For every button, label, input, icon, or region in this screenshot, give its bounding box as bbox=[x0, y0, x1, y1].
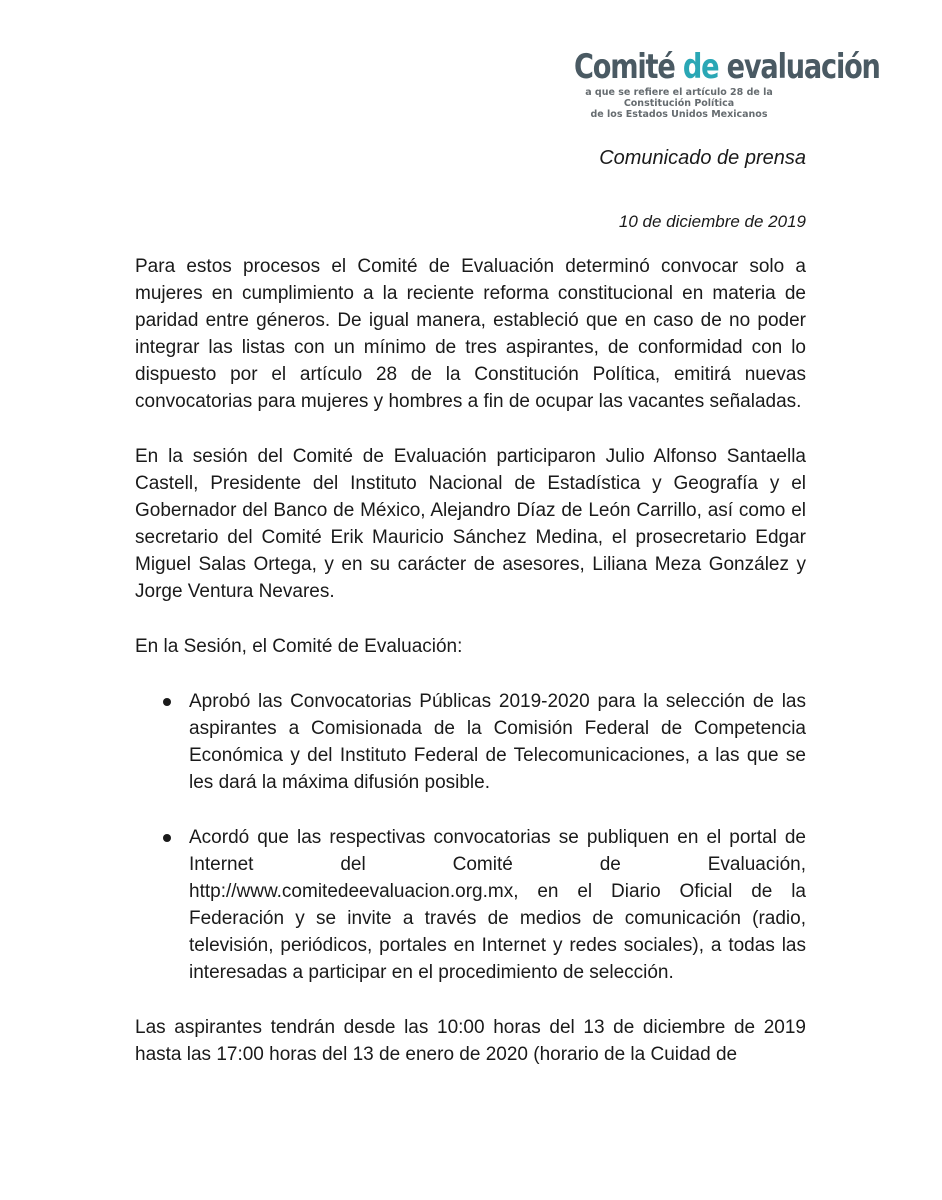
bullet-icon bbox=[163, 698, 171, 706]
paragraph-3: En la Sesión, el Comité de Evaluación: bbox=[135, 636, 463, 657]
document-type: Comunicado de prensa bbox=[599, 147, 806, 169]
paragraph-4: Las aspirantes tendrán desde las 10:00 horas del 13 de diciembre de 2019 hasta las 17:00 horas del 13 de enero de 2020 (horario de la Cuidad de bbox=[135, 1017, 806, 1065]
bullet-item-2 bbox=[135, 824, 806, 986]
logo-subtitle-line-2: de los Estados Unidos Mexicanos bbox=[590, 109, 768, 120]
document-date: 10 de diciembre de 2019 bbox=[618, 212, 806, 231]
logo-word-comite: Comité bbox=[574, 47, 675, 87]
logo-subtitle-line-1: a que se refiere el artículo 28 de la Constitución Política bbox=[585, 87, 773, 109]
bullet-list bbox=[135, 688, 806, 986]
bullet-item-1-text: Aprobó las Convocatorias Públicas 2019-2020 para la selección de las aspirantes a Comisionada de la Comisión Federal de Competencia Económica y del Instituto Federal de Telecomunicaciones, a las que se les dará la máxima difusión posible. bbox=[189, 691, 806, 793]
committee-logo bbox=[516, 47, 880, 120]
logo-word-evaluacion: evaluación bbox=[726, 47, 880, 87]
document-body bbox=[135, 253, 806, 1068]
bullet-item-1 bbox=[135, 688, 806, 796]
logo-subtitle bbox=[516, 87, 806, 120]
logo-title bbox=[574, 47, 880, 87]
bullet-item-2-text: Acordó que las respectivas convocatorias se publiquen en el portal de Internet del Comité de Evaluación, http://www.comitedeevaluacion.org.mx, en el Diario Oficial de la Federación y se invite a través de medios de comunicación (radio, televisión, periódicos, portales en Internet y redes sociales), a todas las interesadas a participar en el procedimiento de selección. bbox=[189, 827, 806, 983]
paragraph-1: Para estos procesos el Comité de Evaluación determinó convocar solo a mujeres en cumplimiento a la reciente reforma constitucional en materia de paridad entre géneros. De igual manera, estableció que en caso de no poder integrar las listas con un mínimo de tres aspirantes, de conformidad con lo dispuesto por el artículo 28 de la Constitución Política, emitirá nuevas convocatorias para mujeres y hombres a fin de ocupar las vacantes señaladas. bbox=[135, 256, 806, 412]
bullet-icon bbox=[163, 834, 171, 842]
logo-word-de: de bbox=[682, 47, 719, 87]
paragraph-2: En la sesión del Comité de Evaluación participaron Julio Alfonso Santaella Castell, Presidente del Instituto Nacional de Estadística y Geografía y el Gobernador del Banco de México, Alejandro Díaz de León Carrillo, así como el secretario del Comité Erik Mauricio Sánchez Medina, el prosecretario Edgar Miguel Salas Ortega, y en su carácter de asesores, Liliana Meza González y Jorge Ventura Nevares. bbox=[135, 446, 806, 602]
